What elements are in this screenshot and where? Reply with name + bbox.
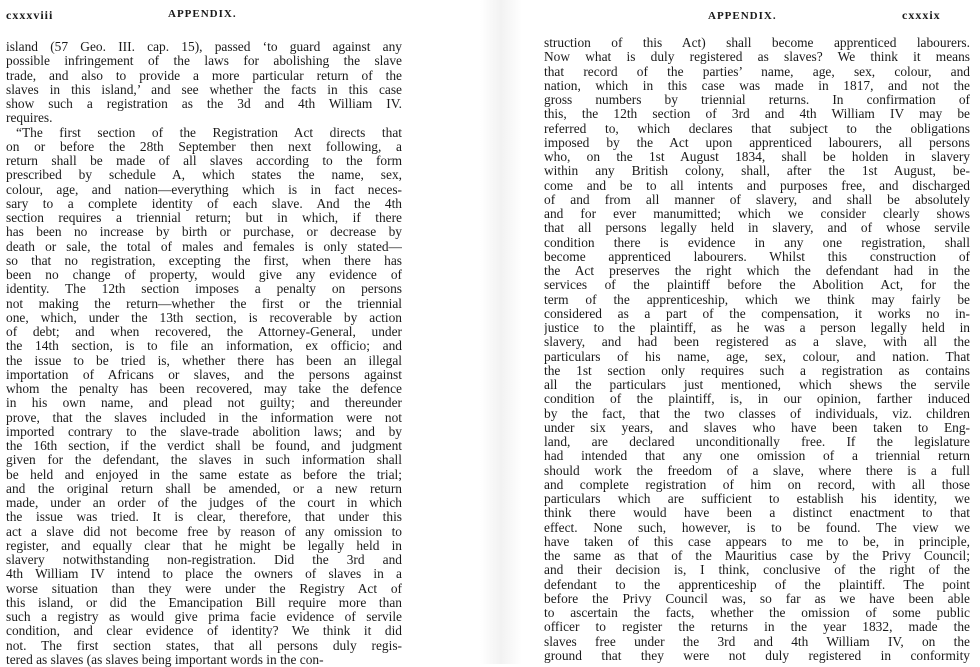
text-line: given for the defendant, the slaves in such information shall [6, 453, 402, 468]
text-line: and the original return shall be amended, or a new return [6, 481, 402, 496]
left-running-head: APPENDIX. [168, 8, 237, 20]
text-line: by the fact, that the two classes of individuals, viz. children [544, 406, 970, 421]
text-line: slavery notwithstanding non-registration. Did the 3rd and [6, 553, 402, 567]
text-line: justice to the plaintiff, as he was a person legally held in [544, 321, 970, 335]
text-line: of debt; and when recovered, the Attorney-General, under [6, 325, 402, 339]
right-running-head: APPENDIX. [708, 10, 777, 22]
text-line: effect. None such, however, is to be found. The view we [544, 520, 970, 535]
text-line: one, which, under the 13th section, is recoverable by action [6, 310, 402, 325]
text-line: death or sale, the total of males and females is only stated— [6, 239, 402, 254]
text-line: so that no registration, excepting the first, when there has [6, 253, 402, 268]
text-line: “The first section of the Registration Act directs that [16, 125, 402, 140]
text-line: the 14th section, is to file an information, ex officio; and [6, 339, 402, 354]
text-line: possible infringement of the laws for abolishing the slave [6, 54, 402, 69]
page-gutter [480, 0, 522, 664]
text-line: whom the penalty has been recovered, may take the defence [6, 382, 402, 396]
text-line: not. The first section states, that all persons duly regis- [6, 638, 402, 653]
text-line: worse situation than they were under the Registry Act of [6, 581, 402, 596]
left-page [0, 0, 480, 667]
text-line: defendant to the apprenticeship of the plaintiff. The point [544, 577, 970, 592]
text-line: section requires a triennial return; but in which, if there [6, 211, 402, 225]
text-line: requires. [6, 111, 53, 126]
text-line: gross numbers by triennial returns. In confirmation of [544, 93, 970, 107]
left-folio: cxxxviii [6, 8, 54, 22]
text-line: that all persons legally held in slavery, and of whose servile [544, 221, 970, 236]
text-line: tered as slaves (as slaves being important words in the con- [6, 652, 324, 667]
text-line: show such a registration as the 3d and 4th William IV. [6, 97, 402, 111]
text-line: imposed by the Act upon apprenticed labourers, all persons [544, 135, 970, 150]
right-folio: cxxxix [902, 8, 941, 22]
right-page [522, 0, 980, 664]
text-line: island (57 Geo. III. cap. 15), passed ‘to guard against any [6, 40, 402, 54]
text-line: has been no increase by birth or purchase, or decrease by [6, 225, 402, 240]
text-line: should work the freedom of a slave, where there is a full [544, 463, 970, 478]
text-line: all the particulars just mentioned, which shews the servile [544, 378, 970, 392]
text-line: colour, age, and nation—everything which is in fact neces- [6, 182, 402, 197]
text-line: condition, and clear evidence of identity? We think it did [6, 624, 402, 639]
text-line: Now what is duly registered as slaves? We think it means [544, 50, 970, 65]
text-line: to ascertain the facts, whether the omission of some public [544, 606, 970, 620]
text-line: condition of the plaintiff, is, in our opinion, farther induced [544, 392, 970, 407]
text-line: become apprenticed labourers. Whilst this construction of [544, 249, 970, 264]
text-line: identity. The 12th section imposes a penalty on persons [6, 282, 402, 297]
text-line: services of the plaintiff before the Abolition Act, for the [544, 278, 970, 293]
left-body-text [6, 40, 402, 667]
text-line: not making the return—whether the first or the triennial [6, 296, 402, 311]
text-line: slavery, and had been registered as a slave, with all the [544, 335, 970, 350]
text-line: particulars which are sufficient to establish his identity, we [544, 492, 970, 506]
text-line: importation of Africans or slaves, and the persons against [6, 367, 402, 382]
text-line: had intended that any one omission of a triennial return [544, 449, 970, 464]
text-line: within any British colony, shall, after the 1st August, be- [544, 164, 970, 179]
text-line: the 16th section, if the verdict shall be found, and judgment [6, 439, 402, 453]
text-line: and complete registration of him on record, with all those [544, 477, 970, 492]
text-line: made, under an order of the judges of the court in which [6, 496, 402, 510]
text-line: considered as a part of the compensation, it works no in- [544, 306, 970, 321]
text-line: nation, which in this case was made in 1817, and not the [544, 78, 970, 93]
text-line: prescribed by schedule A, which states the name, sex, [6, 168, 402, 183]
text-line: the issue was tried. It is clear, therefore, that under this [6, 510, 402, 525]
text-line: ground that they were not duly registered in conformity [544, 648, 970, 663]
text-line: under six years, and slaves who have been taken to Eng- [544, 420, 970, 435]
text-line: slaves in this island,’ and see whether the facts in this case [6, 82, 402, 97]
text-line: the Act preserves the right which the defendant had in the [544, 264, 970, 278]
text-line: register, and equally clear that he might be legally held in [6, 538, 402, 553]
text-line: act a slave did not become free by reason of any omission to [6, 524, 402, 539]
text-line: prove, that the slaves included in the information were not [6, 410, 402, 425]
text-line: this, the 12th section of 3rd and 4th William IV may be [544, 107, 970, 122]
text-line: 4th William IV intend to place the owners of slaves in a [6, 567, 402, 582]
text-line: in his own name, and plead not guilty; and thereunder [6, 396, 402, 411]
text-line: and for ever manumitted; which we consider clearly shows [544, 207, 970, 221]
text-line: such a registry as would give prima facie evidence of servile [6, 610, 402, 624]
text-line: and their decision is, I think, conclusive of the right of the [544, 563, 970, 578]
text-line: officer to register the returns in the year 1832, made the [544, 620, 970, 635]
text-line: particulars of his name, age, sex, colour, and nation. That [544, 349, 970, 364]
text-line: before the Privy Council was, so far as we have been able [544, 591, 970, 606]
text-line: of and from all manner of slavery, and shall be absolutely [544, 192, 970, 207]
text-line: struction of this Act) shall become apprenticed labourers. [544, 36, 970, 50]
text-line: sary to a complete identity of each slave. And the 4th [6, 196, 402, 211]
text-line: return shall be made of all slaves according to the form [6, 154, 402, 168]
text-line: term of the apprenticeship, which we think may fairly be [544, 292, 970, 307]
text-line: land, are declared unconditionally free. If the legislature [544, 435, 970, 449]
text-line: trade, and also to provide a more particular return of the [6, 68, 402, 83]
text-line: the 1st section only requires such a registration as contains [544, 363, 970, 378]
text-line: who, on the 1st August 1834, shall be holden in slavery [544, 150, 970, 164]
text-line: this island, or did the Emancipation Bill require more than [6, 595, 402, 610]
text-line: the same as that of the Mauritius case by the Privy Council; [544, 549, 970, 563]
text-line: come and be to all intents and purposes free, and discharged [544, 178, 970, 193]
text-line: been no change of property, would give any evidence of [6, 268, 402, 282]
text-line: the issue to be tried is, whether there has been an illegal [6, 353, 402, 368]
text-line: referred to, which declares that subject to the obligations [544, 121, 970, 136]
text-line: be held and enjoyed in the same estate as before the trial; [6, 467, 402, 482]
text-line: that record of the parties’ name, age, sex, colour, and [544, 64, 970, 79]
text-line: have taken of this case appears to me to be, in principle, [544, 534, 970, 549]
text-line: think there would have been a distinct enactment to that [544, 506, 970, 521]
text-line: on or before the 28th September then next following, a [6, 139, 402, 154]
text-line: condition there is evidence in any one registration, shall [544, 235, 970, 250]
text-line: imported contrary to the slave-trade abolition laws; and by [6, 424, 402, 439]
text-line: slaves free under the 3rd and 4th William IV, on the [544, 634, 970, 649]
right-body-text [544, 36, 970, 663]
